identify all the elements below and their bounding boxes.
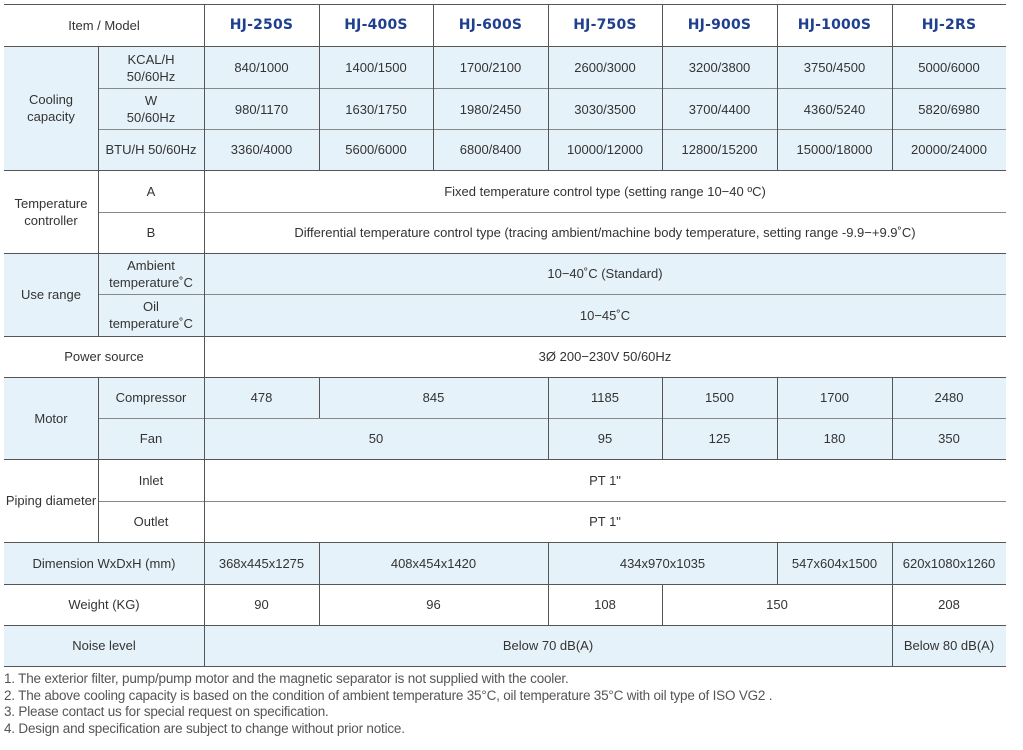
- grid-line: [204, 5, 205, 666]
- controller-b-label: B: [146, 225, 156, 240]
- grid-line: [319, 377, 320, 418]
- weight-value: 96: [426, 597, 441, 612]
- model-header: HJ-400S: [344, 17, 408, 33]
- cooling-value: 1630/1750: [345, 101, 407, 117]
- grid-line: [319, 5, 320, 170]
- dimension-value: 408x454x1420: [390, 555, 477, 571]
- grid-line: [4, 377, 1006, 378]
- controller-a-label: A: [146, 183, 156, 199]
- oil-temperature-value: 10−45˚C: [579, 307, 631, 323]
- grid-line: [4, 46, 1006, 47]
- oil-temperature-label: Oil temperature˚C: [109, 299, 193, 331]
- cooling-value: 4360/5240: [803, 101, 866, 117]
- grid-line: [892, 5, 893, 170]
- grid-line: [548, 542, 549, 625]
- grid-line: [892, 542, 893, 666]
- footnote: 3. Please contact us for special request on specification.: [4, 704, 329, 719]
- ambient-temperature-value: 10−40˚C (Standard): [547, 266, 663, 281]
- weight-value: 208: [938, 597, 960, 612]
- model-header: HJ-900S: [687, 17, 752, 33]
- model-header: HJ-600S: [458, 17, 523, 33]
- power-source-label: Power source: [64, 349, 144, 364]
- fan-label: Fan: [139, 431, 163, 446]
- compressor-value: 845: [422, 390, 445, 405]
- grid-line: [4, 336, 1006, 337]
- cooling-value: 15000/18000: [796, 142, 873, 157]
- outlet-label: Outlet: [133, 514, 169, 529]
- weight-value: 150: [766, 597, 788, 612]
- fan-value: 180: [823, 431, 846, 446]
- controller-b-value: Differential temperature control type (tracing ambient/machine body temperature, setting range -9.9−+9.9˚C): [294, 225, 916, 240]
- cooling-value: 3750/4500: [803, 60, 866, 75]
- grid-line: [662, 377, 663, 459]
- weight-value: 90: [254, 597, 269, 612]
- footnotes: [4, 671, 772, 737]
- inlet-value: PT 1": [589, 472, 621, 488]
- grid-line: [4, 625, 1006, 626]
- cooling-unit-btu: BTU/H 50/60Hz: [105, 142, 197, 157]
- cooling-value: 3030/3500: [574, 101, 636, 117]
- ambient-temperature-label: Ambient temperature˚C: [109, 257, 193, 290]
- grid-line: [777, 542, 778, 584]
- dimension-value: 547x604x1500: [791, 555, 878, 571]
- dimension-value: 368x445x1275: [218, 555, 305, 571]
- inlet-label: Inlet: [138, 472, 164, 488]
- grid-line: [662, 584, 663, 625]
- compressor-value: 478: [250, 390, 273, 405]
- fan-value: 95: [597, 431, 613, 446]
- cooling-value: 12800/15200: [681, 142, 758, 157]
- grid-line: [98, 501, 1006, 502]
- noise-level-value: Below 70 dB(A): [502, 638, 594, 653]
- dimension-value: 434x970x1035: [619, 555, 706, 571]
- motor-label: Motor: [34, 410, 68, 426]
- grid-line: [662, 5, 663, 170]
- cooling-value: 1980/2450: [459, 101, 522, 117]
- grid-line: [4, 666, 1006, 667]
- use-range-label: Use range: [21, 287, 81, 302]
- fan-value: 350: [938, 431, 960, 446]
- grid-line: [98, 253, 99, 336]
- grid-line: [548, 377, 549, 459]
- dimension-label: Dimension WxDxH (mm): [32, 555, 176, 571]
- grid-line: [892, 377, 893, 459]
- grid-line: [777, 377, 778, 459]
- cooling-value: 980/1170: [234, 101, 289, 117]
- grid-line: [98, 88, 1006, 89]
- compressor-value: 2480: [934, 390, 964, 405]
- grid-line: [98, 212, 1006, 213]
- weight-value: 108: [594, 597, 616, 612]
- grid-line: [98, 418, 1006, 419]
- cooling-value: 3200/3800: [688, 60, 751, 75]
- cooling-value: 20000/24000: [911, 142, 987, 157]
- compressor-value: 1700: [820, 390, 849, 405]
- cooling-value: 10000/12000: [567, 142, 643, 157]
- piping-diameter-label: Piping diameter: [5, 493, 97, 508]
- weight-label: Weight (KG): [68, 597, 140, 612]
- dimension-value: 620x1080x1260: [902, 555, 996, 571]
- footnote: 1. The exterior filter, pump/pump motor and the magnetic separator is not supplied with the cooler.: [4, 671, 569, 686]
- compressor-label: Compressor: [115, 390, 187, 405]
- cooling-value: 1700/2100: [459, 60, 522, 75]
- cooling-capacity-label: Cooling capacity: [27, 92, 75, 124]
- grid-line: [4, 584, 1006, 585]
- cooling-value: 5820/6980: [918, 101, 980, 117]
- cooling-value: 6800/8400: [459, 142, 522, 157]
- footnote: 4. Design and specification are subject to change without prior notice.: [4, 720, 405, 736]
- item-model-header: Item / Model: [68, 18, 140, 33]
- controller-a-value: Fixed temperature control type (setting range 10−40 ºC): [444, 183, 766, 199]
- noise-level-value: Below 80 dB(A): [903, 638, 995, 653]
- model-header: HJ-1000S: [797, 17, 872, 33]
- grid-line: [4, 4, 1006, 5]
- cooling-unit-w: W 50/60Hz: [126, 93, 176, 125]
- grid-line: [4, 459, 1006, 460]
- noise-level-label: Noise level: [72, 638, 136, 653]
- cooling-value: 3360/4000: [230, 142, 293, 157]
- cooling-unit-kcal: KCAL/H 50/60Hz: [126, 51, 176, 84]
- grid-line: [4, 170, 1006, 171]
- cooling-value: 5000/6000: [918, 60, 980, 75]
- grid-line: [98, 377, 99, 542]
- grid-line: [4, 542, 1006, 543]
- model-header: HJ-250S: [229, 17, 294, 33]
- outlet-value: PT 1": [589, 514, 621, 529]
- grid-line: [319, 542, 320, 625]
- compressor-value: 1500: [705, 390, 734, 405]
- temperature-controller-label: Temperature controller: [14, 195, 88, 228]
- grid-line: [548, 5, 549, 170]
- grid-line: [4, 253, 1006, 254]
- power-source-value: 3Ø 200−230V 50/60Hz: [538, 349, 672, 364]
- fan-value: 50: [368, 431, 384, 446]
- cooling-value: 1400/1500: [345, 60, 407, 75]
- cooling-value: 3700/4400: [688, 101, 751, 117]
- model-header: HJ-2RS: [921, 17, 977, 33]
- grid-line: [98, 129, 1006, 130]
- cooling-value: 5600/6000: [345, 142, 407, 157]
- grid-line: [98, 294, 1006, 295]
- grid-line: [777, 5, 778, 170]
- cooling-value: 840/1000: [234, 60, 289, 75]
- fan-value: 125: [708, 431, 731, 446]
- cooling-value: 2600/3000: [574, 60, 636, 75]
- compressor-value: 1185: [591, 390, 619, 405]
- footnote: 2. The above cooling capacity is based on the condition of ambient temperature 35°C, oil temperature 35°C with oil type of ISO VG2 .: [4, 687, 773, 703]
- grid-line: [98, 46, 99, 253]
- grid-line: [433, 5, 434, 170]
- model-header: HJ-750S: [573, 17, 637, 33]
